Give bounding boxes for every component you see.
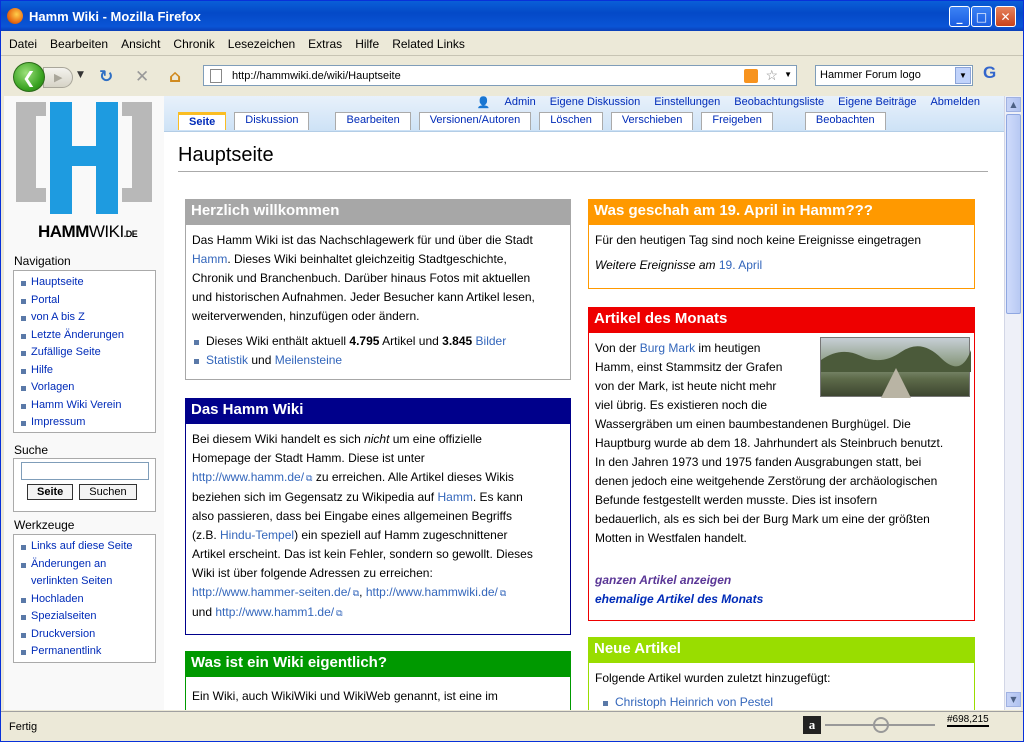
tab-verschieben[interactable]: Verschieben [611, 112, 694, 130]
body-text: viel übrig. Es existieren noch die [595, 398, 768, 412]
menu-extras[interactable]: Extras [308, 36, 343, 51]
link-hamm[interactable]: Hamm [192, 252, 228, 266]
body-text: Wassergräben um einen baumbestandenen Burghügel. Die [595, 417, 911, 431]
title-bar [1, 1, 1023, 31]
welcome-body [186, 225, 570, 376]
sidebar-tool-item[interactable]: Links auf diese Seite [18, 538, 151, 556]
stats-item [192, 332, 564, 351]
logo-tld: .DE [123, 229, 138, 239]
user-icon: 👤 [476, 97, 491, 109]
tab-versionen-autoren[interactable]: Versionen/Autoren [419, 112, 532, 130]
sidebar-tool-item[interactable]: Permanentlink [18, 643, 151, 661]
url-dropdown-icon[interactable]: ▼ [784, 70, 792, 79]
sidebar-tool-item[interactable]: Druckversion [18, 626, 151, 644]
history-dropdown-icon[interactable]: ▼ [77, 70, 84, 80]
body-text: Hamm, einst Stammsitz der Grafen [595, 360, 783, 374]
link-hamm1[interactable]: http://www.hamm1.de/ ⧉ [215, 605, 342, 619]
emphasis: nicht [364, 432, 390, 446]
body-text: (z.B. [192, 528, 217, 542]
body-text: um eine offizielle [392, 432, 482, 446]
tab-bearbeiten[interactable]: Bearbeiten [335, 112, 410, 130]
page-viewport [4, 96, 1004, 710]
window-title: Hamm Wiki - Mozilla Firefox [29, 8, 201, 24]
search-heading: Suche [14, 443, 49, 457]
stop-icon[interactable]: ✕ [135, 67, 150, 87]
sidebar-tool-item[interactable]: verlinkten Seiten [31, 575, 113, 587]
link-burg-mark[interactable]: Burg Mark [639, 341, 696, 355]
article-title: Artikel des Monats [589, 308, 974, 333]
user-link[interactable]: Einstellungen [654, 96, 721, 108]
body-text: Motten in Westfalen handelt. [595, 531, 747, 545]
menu-datei[interactable]: Datei [9, 36, 38, 51]
link-past-articles[interactable]: ehemalige Artikel des Monats [595, 592, 764, 606]
status-bar [1, 711, 1023, 741]
url-text: http://hammwiki.de/wiki/Hauptseite [232, 69, 401, 82]
tab-freigeben[interactable]: Freigeben [701, 112, 773, 130]
menu-bar [1, 32, 1023, 56]
link-19-april[interactable]: 19. April [718, 258, 763, 272]
close-button[interactable]: ✕ [995, 6, 1016, 27]
wiki-box [185, 651, 571, 710]
reload-icon[interactable]: ↻ [99, 67, 114, 87]
sidebar-tool-item[interactable]: Hochladen [18, 591, 151, 609]
stats-text: und [251, 353, 272, 367]
body-text: also passieren, dass bei Eingabe eines allgemeinen Begriffs [192, 509, 512, 523]
welcome-box [185, 199, 571, 380]
sidebar-tool-item[interactable]: Änderungen an [18, 556, 151, 574]
hammwiki-body: Bei diesem Wiki handelt es sich nicht um eine offizielle Homepage der Stadt Hamm. Diese ist unter http://www.hamm.de/ ⧉ zu erreichen. Alle Artikel dieses Wikis beziehen sich im Gegensatz zu Wikipedia auf Hamm. Es kann also passieren, dass bei Eingabe eines allgemeinen Begriffs (z.B. Hindu-Tempel) ein speziell auf Hamm zugeschnittener Artikel erscheint. Das ist kein Fehler, sondern so gewollt. Dieses Wiki ist über folgende Adressen zu erreichen: http://www.hammer-seiten.de/ ⧉ , http://www.hammwiki.de/ ⧉ und http://www.hamm1.de/ ⧉ [186, 424, 570, 629]
tab-diskussion[interactable]: Diskussion [234, 112, 309, 130]
logo-text-rest: WIKI [88, 222, 124, 241]
wiki-title: Was ist ein Wiki eigentlich? [186, 652, 570, 677]
welcome-text: Chronik und Branchenbuch. Darüber hinaus Fotos mit aktuellen [192, 271, 531, 285]
user-link[interactable]: Beobachtungsliste [734, 96, 825, 108]
link-hindu-tempel[interactable]: Hindu-Tempel [220, 528, 295, 542]
body-text: Weitere Ereignisse am [595, 258, 716, 272]
body-text: Befunde festgestellt werden musste. Dies ist insofern [595, 493, 878, 507]
scroll-thumb[interactable] [1006, 114, 1021, 314]
page-title: Hauptseite [178, 144, 988, 172]
stats-text: Dieses Wiki enthält aktuell [206, 334, 347, 348]
rank-counter: #698,215 [947, 714, 989, 725]
page-tabs [178, 112, 886, 130]
menu-lesezeichen[interactable]: Lesezeichen [227, 36, 296, 51]
back-button[interactable]: ❮ [13, 62, 45, 92]
wiki-body: Ein Wiki, auch WikiWiki und WikiWeb genannt, ist eine im [192, 689, 498, 703]
tools-portlet [13, 534, 156, 663]
link-meilensteine[interactable]: Meilensteine [274, 353, 343, 367]
sidebar-nav-item[interactable]: von A bis Z [18, 309, 151, 327]
block-icon [873, 717, 889, 733]
body-text: zu erreichen. Alle Artikel dieses Wikis [315, 470, 514, 484]
link-hamm-de[interactable]: http://www.hamm.de/ ⧉ [192, 470, 312, 484]
burg-mark-photo[interactable] [820, 337, 970, 397]
sidebar [4, 96, 164, 710]
hammwiki-title: Das Hamm Wiki [186, 399, 570, 424]
link-statistik[interactable]: Statistik [206, 353, 249, 367]
tab-beobachten[interactable]: Beobachten [805, 112, 886, 130]
today-body [589, 225, 974, 281]
user-link[interactable]: Abmelden [930, 96, 980, 108]
body-text: Artikel erscheint. Das ist kein Fehler, sondern so gewollt. Dieses [192, 547, 533, 561]
wiki-search-input[interactable] [21, 462, 149, 480]
stats-text: Artikel und [382, 334, 439, 348]
forward-button[interactable]: ▶ [43, 67, 73, 88]
sidebar-nav-item[interactable]: Impressum [18, 414, 151, 432]
article-box [588, 307, 975, 621]
alexa-icon[interactable]: a [803, 716, 821, 734]
welcome-text: und historischen Aufnahmen. Jeder Besucher kann Artikel lesen, [192, 290, 535, 304]
body-text: . Es kann [472, 490, 523, 504]
today-box [588, 199, 975, 289]
stats-item [192, 351, 564, 370]
logo-text-bold: HAMM [38, 222, 89, 241]
search-go-button[interactable]: Seite [27, 484, 73, 500]
home-icon[interactable]: ⌂ [169, 67, 182, 87]
sidebar-nav-item[interactable]: Hamm Wiki Verein [18, 397, 151, 415]
sidebar-nav-item[interactable]: Hilfe [18, 362, 151, 380]
page-icon [210, 69, 222, 83]
search-engine-dropdown-icon[interactable]: ▼ [955, 67, 971, 84]
article-count: 4.795 [349, 334, 380, 348]
user-link[interactable]: Admin [504, 96, 536, 108]
welcome-text: weiterverwenden, hinzufügen oder ändern. [192, 309, 420, 323]
body-text: Von der [595, 341, 637, 355]
tab-seite[interactable]: Seite [178, 112, 226, 130]
navigation-portlet [13, 270, 156, 433]
tab-l-schen[interactable]: Löschen [539, 112, 603, 130]
new-articles-body [589, 663, 974, 710]
bookmark-star-icon[interactable]: ☆ [765, 67, 778, 83]
body-text: In den Jahren 1973 und 1975 fanden Ausgrabungen statt, bei [595, 455, 922, 469]
search-button[interactable]: Suchen [79, 484, 136, 500]
menu-hilfe[interactable]: Hilfe [355, 36, 380, 51]
new-articles-box [588, 637, 975, 710]
welcome-text: . Dieses Wiki beinhaltet gleichzeitig Stadtgeschichte, [227, 252, 507, 266]
search-engine-text: Hammer Forum logo [820, 69, 921, 81]
sidebar-nav-item[interactable]: Letzte Änderungen [18, 327, 151, 345]
tools-heading: Werkzeuge [14, 518, 75, 532]
body-text: beziehen sich im Gegensatz zu Wikipedia auf [192, 490, 435, 504]
image-count: 3.845 [442, 334, 473, 348]
body-text: bedauerlich, als es sich bei der Burg Mark um eine der größten [595, 512, 930, 526]
sidebar-tool-item[interactable]: Spezialseiten [18, 608, 151, 626]
google-icon[interactable]: G [983, 63, 997, 82]
body-text: Wiki ist über folgende Adressen zu erreichen: [192, 566, 433, 580]
welcome-text: Das Hamm Wiki ist das Nachschlagewerk für und über die Stadt [192, 233, 533, 247]
body-text: ) ein speziell auf Hamm zugeschnittener [294, 528, 508, 542]
menu-bearbeiten[interactable]: Bearbeiten [50, 36, 109, 51]
link-bilder[interactable]: Bilder [475, 334, 507, 348]
logo-wordmark [38, 222, 137, 242]
status-text: Fertig [9, 720, 38, 733]
url-bar[interactable] [203, 65, 797, 86]
new-articles-title: Neue Artikel [589, 638, 974, 663]
welcome-title: Herzlich willkommen [186, 200, 570, 225]
body-text: und [192, 605, 213, 619]
hammwiki-box [185, 398, 571, 635]
body-text: Bei diesem Wiki handelt es sich [192, 432, 361, 446]
navigation-heading: Navigation [14, 254, 71, 268]
today-title: Was geschah am 19. April in Hamm??? [589, 200, 974, 225]
link-hamm[interactable]: Hamm [437, 490, 473, 504]
sidebar-nav-item[interactable]: Vorlagen [18, 379, 151, 397]
sidebar-nav-item[interactable]: Hauptseite [18, 274, 151, 292]
body-text: von der Mark, ist heute nicht mehr [595, 379, 777, 393]
body-text: Hauptburg wurde ab dem 18. Jahrhundert als Steinbruch benutzt. [595, 436, 944, 450]
link-hammer-seiten[interactable]: http://www.hammer-seiten.de/ ⧉ [192, 585, 359, 599]
body-text: Für den heutigen Tag sind noch keine Ereignisse eingetragen [595, 233, 922, 247]
firefox-icon [7, 8, 23, 24]
body-text: Homepage der Stadt Hamm. Diese ist unter [192, 451, 425, 465]
user-link[interactable]: Eigene Beiträge [838, 96, 917, 108]
sidebar-nav-item[interactable]: Zufällige Seite [18, 344, 151, 362]
photo-trees [821, 338, 971, 398]
link-full-article[interactable]: ganzen Artikel anzeigen [595, 573, 732, 587]
search-portlet [13, 458, 156, 512]
body-text: im heutigen [698, 341, 761, 355]
user-links [477, 96, 980, 109]
sidebar-nav-item[interactable]: Portal [18, 292, 151, 310]
link-hammwiki[interactable]: http://www.hammwiki.de/ ⧉ [366, 585, 506, 599]
menu-ansicht[interactable]: Ansicht [121, 36, 161, 51]
rss-feed-icon[interactable] [744, 69, 758, 83]
user-link[interactable]: Eigene Diskussion [549, 96, 641, 108]
body-text: denen jedoch eine weitgehende Zerstörung der archäologischen [595, 474, 938, 488]
body-text: Folgende Artikel wurden zuletzt hinzugefügt: [595, 671, 831, 685]
menu-chronik[interactable]: Chronik [173, 36, 215, 51]
search-engine-box[interactable] [815, 65, 973, 86]
link-new-article[interactable]: Christoph Heinrich von Pestel [615, 695, 774, 709]
menu-related-links[interactable]: Related Links [392, 36, 465, 51]
vertical-scrollbar[interactable] [1004, 96, 1021, 710]
maximize-button[interactable]: □ [971, 6, 992, 27]
minimize-button[interactable]: _ [949, 6, 970, 27]
scroll-down-icon[interactable]: ▼ [1006, 692, 1021, 707]
scroll-up-icon[interactable]: ▲ [1006, 97, 1021, 112]
